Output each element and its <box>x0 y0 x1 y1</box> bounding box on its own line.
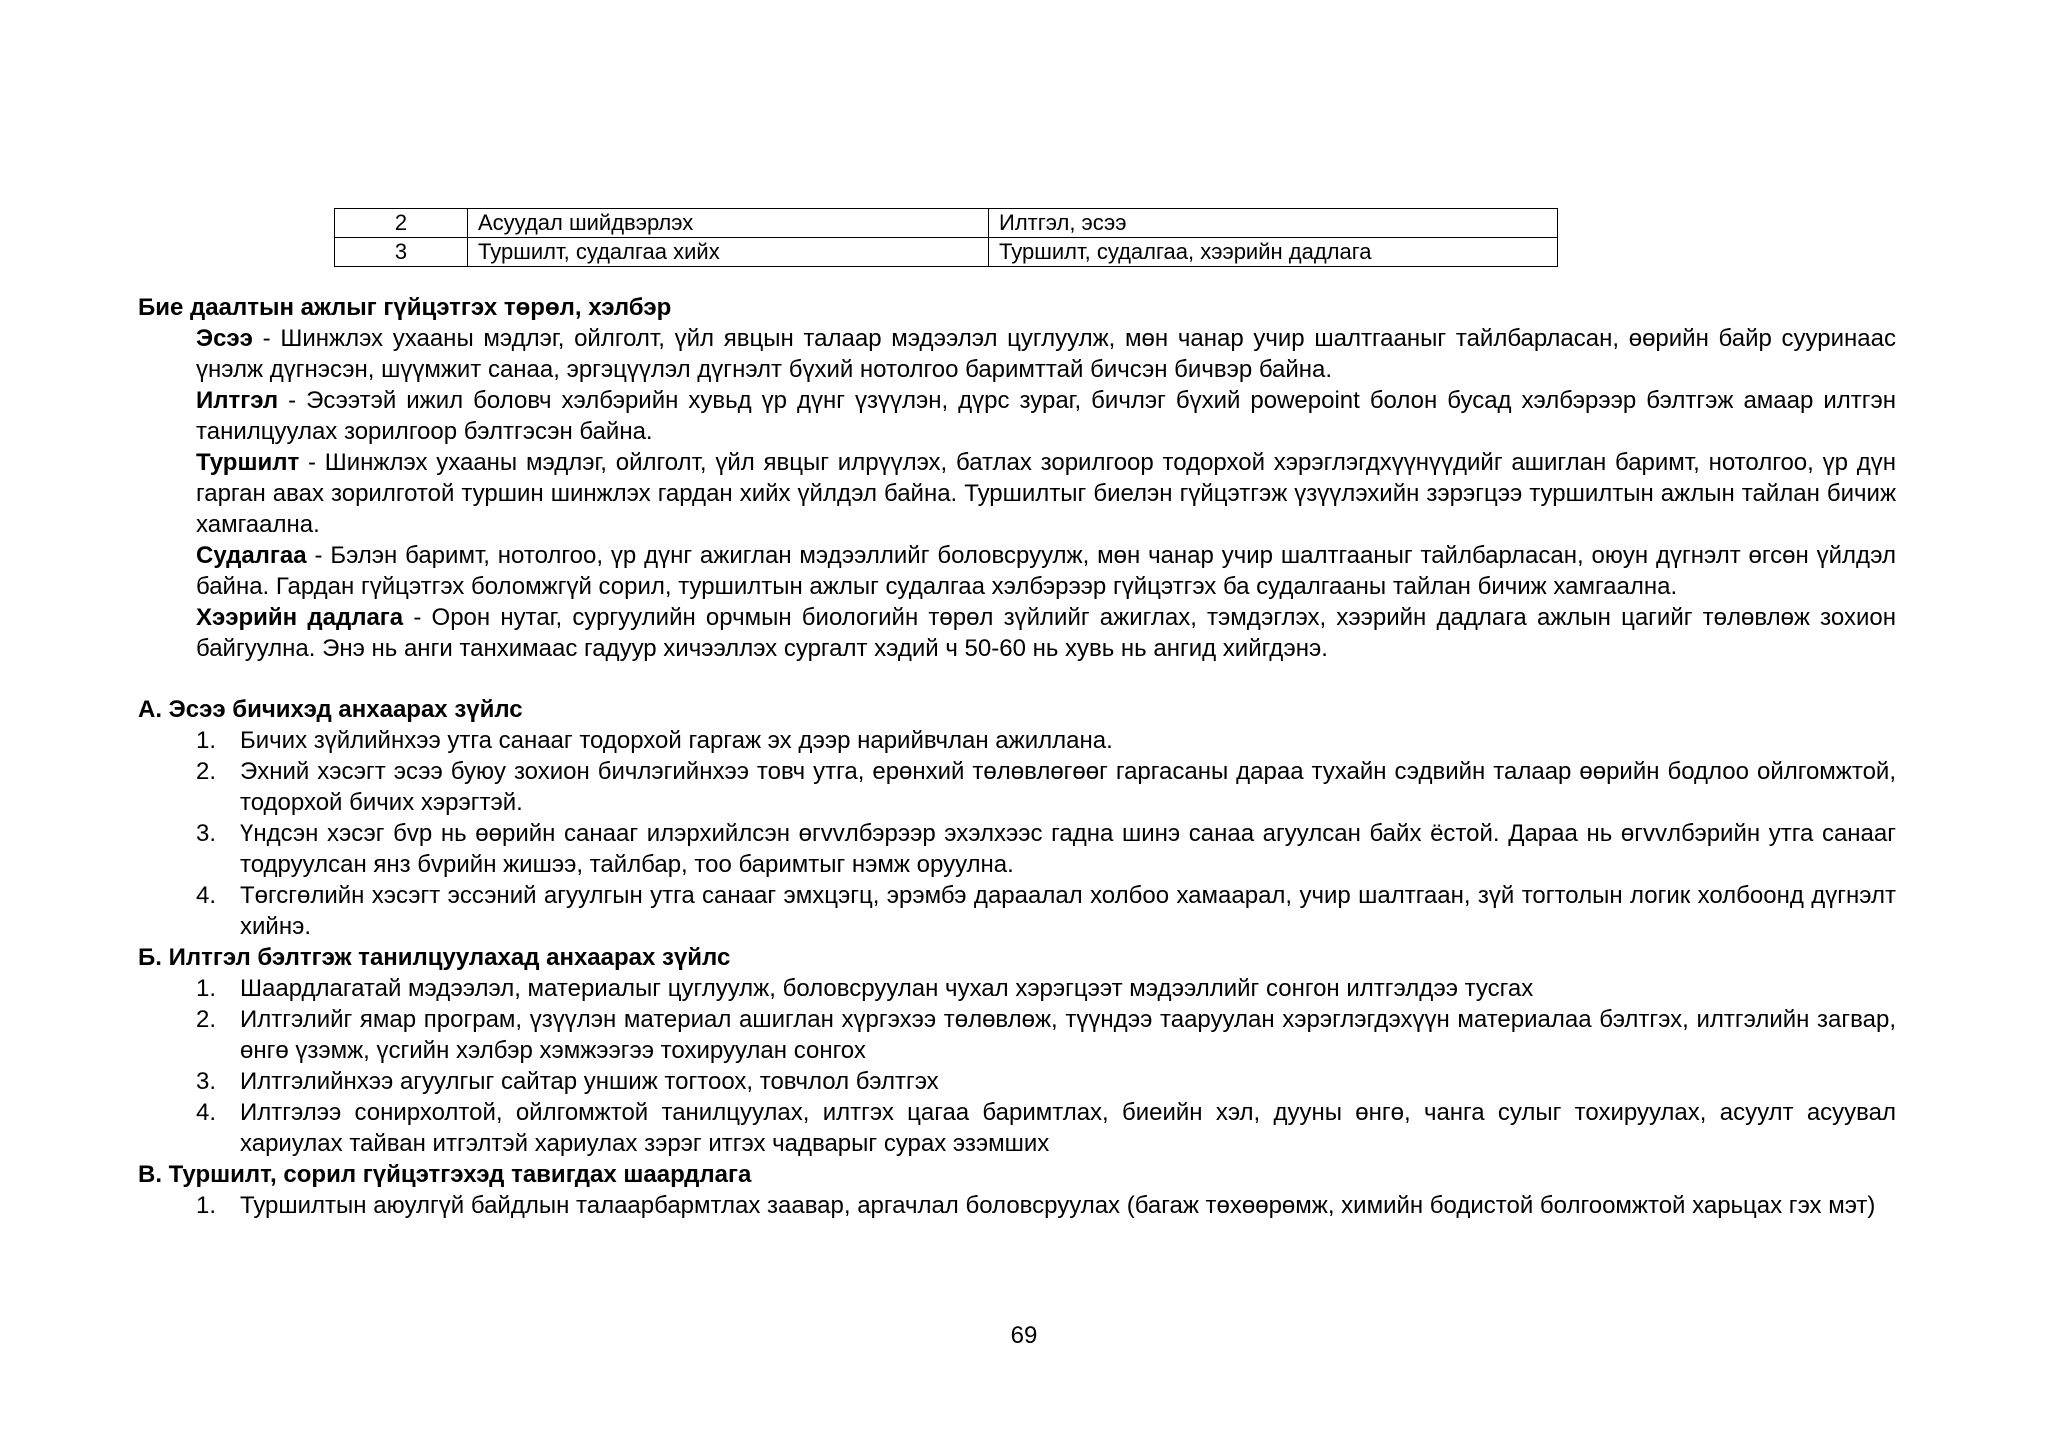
definition-text: - Орон нутаг, сургуулийн орчмын биологийн төрөл зүйлийг ажиглах, тэмдэглэх, хээрийн дадлага ажлын цагийг төлөвлөж зохион байгуулна. Энэ нь анги танхимаас гадуур хичээллэх сургалт хэдий ч 50-60 нь хувь нь ангид хийгдэнэ. <box>196 604 1896 662</box>
section-heading: Б. Илтгэл бэлтгэж танилцуулахад анхаарах зүйлс <box>138 944 731 971</box>
definition-text: - Бэлэн баримт, нотолгоо, үр дүнг ажиглан мэдээллийг боловсруулж, мөн чанар учир шалтгааныг тайлбарласан, оюун дүгнэлт өгсөн үйлдэл байна. Гардан гүйцэтгэх боломжгүй сорил, туршилтын ажлыг судалгаа хэлбэрээр гүйцэтгэх ба судалгааны тайлан бичиж хамгаална. <box>196 542 1896 600</box>
table-cell-number: 3 <box>335 238 468 267</box>
list-item-text: Шаардлагатай мэдээлэл, материалыг цуглуулж, боловсруулан чухал хэрэгцээт мэдээллийг сонгон илтгэлдээ тусгах <box>240 975 1534 1002</box>
definition-term: Туршилт <box>196 449 300 476</box>
list-number: 1. <box>196 727 217 754</box>
definition-text: - Эсээтэй ижил боловч хэлбэрийн хувьд үр дүнг үзүүлэн, дүрс зураг, бичлэг бүхий powepoint болон бусад хэлбэрээр бэлтгэж амаар илтгэн танилцуулах зорилгоор бэлтгэсэн байна. <box>196 387 1896 445</box>
definition-paragraph <box>196 602 1896 664</box>
definition-term: Илтгэл <box>196 387 279 414</box>
spacer <box>138 664 1896 694</box>
table-row <box>335 209 1558 238</box>
list-item <box>138 756 1896 818</box>
table-cell-activity: Асуудал шийдвэрлэх <box>468 209 989 238</box>
list-number: 3. <box>196 820 217 847</box>
section-heading: В. Туршилт, сорил гүйцэтгэхэд тавигдах шаардлага <box>138 1161 752 1188</box>
list-item-text: Илтгэлээ сонирхолтой, ойлгомжтой танилцуулах, илтгэх цагаа баримтлах, биеийн хэл, дууны өнгө, чанга сулыг тохируулах, асуулт асуувал хариулах тайван итгэлтэй хариулах зэрэг итгэх чадварыг сурах эзэмших <box>240 1099 1896 1157</box>
definition-text: - Шинжлэх ухааны мэдлэг, ойлголт, үйл явцыг илрүүлэх, батлах зорилгоор тодорхой хэрэглэгдхүүнүүдийг ашиглан баримт, нотолгоо, үр дүн гарган авах зорилготой туршин шинжлэх гардан хийх үйлдэл байна. Туршилтыг биелэн гүйцэтгэж үзүүлэхийн зэрэгцээ туршилтын ажлын тайлан бичиж хамгаална. <box>196 449 1896 538</box>
table-cell-activity: Туршилт, судалгаа хийх <box>468 238 989 267</box>
page-number: 69 <box>1010 1322 1038 1349</box>
definition-text: - Шинжлэх ухааны мэдлэг, ойлголт, үйл явцын талаар мэдээлэл цуглуулж, мөн чанар учир шалтгааныг тайлбарласан, өөрийн байр сууринаас үнэлж дүгнэсэн, шүүмжит санаа, эргэцүүлэл дүгнэлт бүхий нотолгоо баримттай бичсэн бичвэр байна. <box>196 325 1896 383</box>
section-heading: Бие даалтын ажлыг гүйцэтгэх төрөл, хэлбэр <box>138 294 672 321</box>
definition-term: Хээрийн дадлага <box>196 604 404 631</box>
list-item <box>138 880 1896 942</box>
list-item-text: Илтгэлийг ямар програм, үзүүлэн материал ашиглан хүргэхээ төлөвлөж, түүндээ тааруулан хэрэглэгдэхүүн материалаа бэлтгэх, илтгэлийн загвар, өнгө үзэмж, үсгийн хэлбэр хэмжээгээ тохируулан сонгох <box>240 1006 1896 1064</box>
numbered-list <box>138 725 1896 942</box>
numbered-list <box>138 973 1896 1159</box>
list-number: 2. <box>196 758 217 785</box>
list-number: 3. <box>196 1068 217 1095</box>
definition-paragraph <box>196 447 1896 540</box>
definition-term: Эсээ <box>196 325 253 352</box>
list-item-text: Илтгэлийнхээ агуулгыг сайтар уншиж тогтоох, товчлол бэлтгэх <box>240 1068 939 1095</box>
list-number: 1. <box>196 975 217 1002</box>
list-item-text: Үндсэн хэсэг бvр нь өөрийн санааг илэрхийлсэн өгvvлбэрээр эхэлхээс гадна шинэ санаа агуулсан байх ёстой. Дараа нь өгvvлбэрийн утга санааг тодруулсан янз бvрийн жишээ, тайлбар, тоо баримтыг нэмж оруулна. <box>240 820 1896 878</box>
list-item-text: Туршилтын аюулгүй байдлын талаарбармтлах заавар, аргачлал боловсруулах (багаж төхөөрөмж, химийн бодистой болгоомжтой харьцах гэх мэт) <box>240 1192 1876 1219</box>
list-number: 2. <box>196 1006 217 1033</box>
numbered-list <box>138 1190 1896 1221</box>
section-heading: А. Эсээ бичихэд анхаарах зүйлс <box>138 696 523 723</box>
list-item <box>138 818 1896 880</box>
definition-paragraph <box>196 323 1896 385</box>
table-cell-form: Туршилт, судалгаа, хээрийн дадлага <box>989 238 1558 267</box>
document-body <box>138 292 1896 1221</box>
list-number: 4. <box>196 882 217 909</box>
definition-term: Судалгаа <box>196 542 307 569</box>
list-item <box>138 973 1896 1004</box>
table-cell-number: 2 <box>335 209 468 238</box>
table-row <box>335 238 1558 267</box>
list-item-text: Бичих зүйлийнхээ утга санааг тодорхой гаргаж эх дээр нарийвчлан ажиллана. <box>240 727 1113 754</box>
list-item <box>138 1066 1896 1097</box>
list-number: 4. <box>196 1099 217 1126</box>
table-cell-form: Илтгэл, эсээ <box>989 209 1558 238</box>
list-item <box>138 1190 1896 1221</box>
list-item-text: Төгсгөлийн хэсэгт эссэний агуулгын утга санааг эмхцэгц, эрэмбэ дараалал холбоо хамаарал, учир шалтгаан, зүй тогтолын логик холбоонд дүгнэлт хийнэ. <box>240 882 1896 940</box>
list-item <box>138 1004 1896 1066</box>
list-item <box>138 725 1896 756</box>
list-item-text: Эхний хэсэгт эсээ буюу зохион бичлэгийнхээ товч утга, ерөнхий төлөвлөгөөг гаргасаны дараа тухайн сэдвийн талаар өөрийн бодлоо ойлгомжтой, тодорхой бичих хэрэгтэй. <box>240 758 1896 816</box>
list-number: 1. <box>196 1192 217 1219</box>
definition-paragraph <box>196 385 1896 447</box>
definition-paragraph <box>196 540 1896 602</box>
list-item <box>138 1097 1896 1159</box>
summary-table <box>334 208 1558 267</box>
